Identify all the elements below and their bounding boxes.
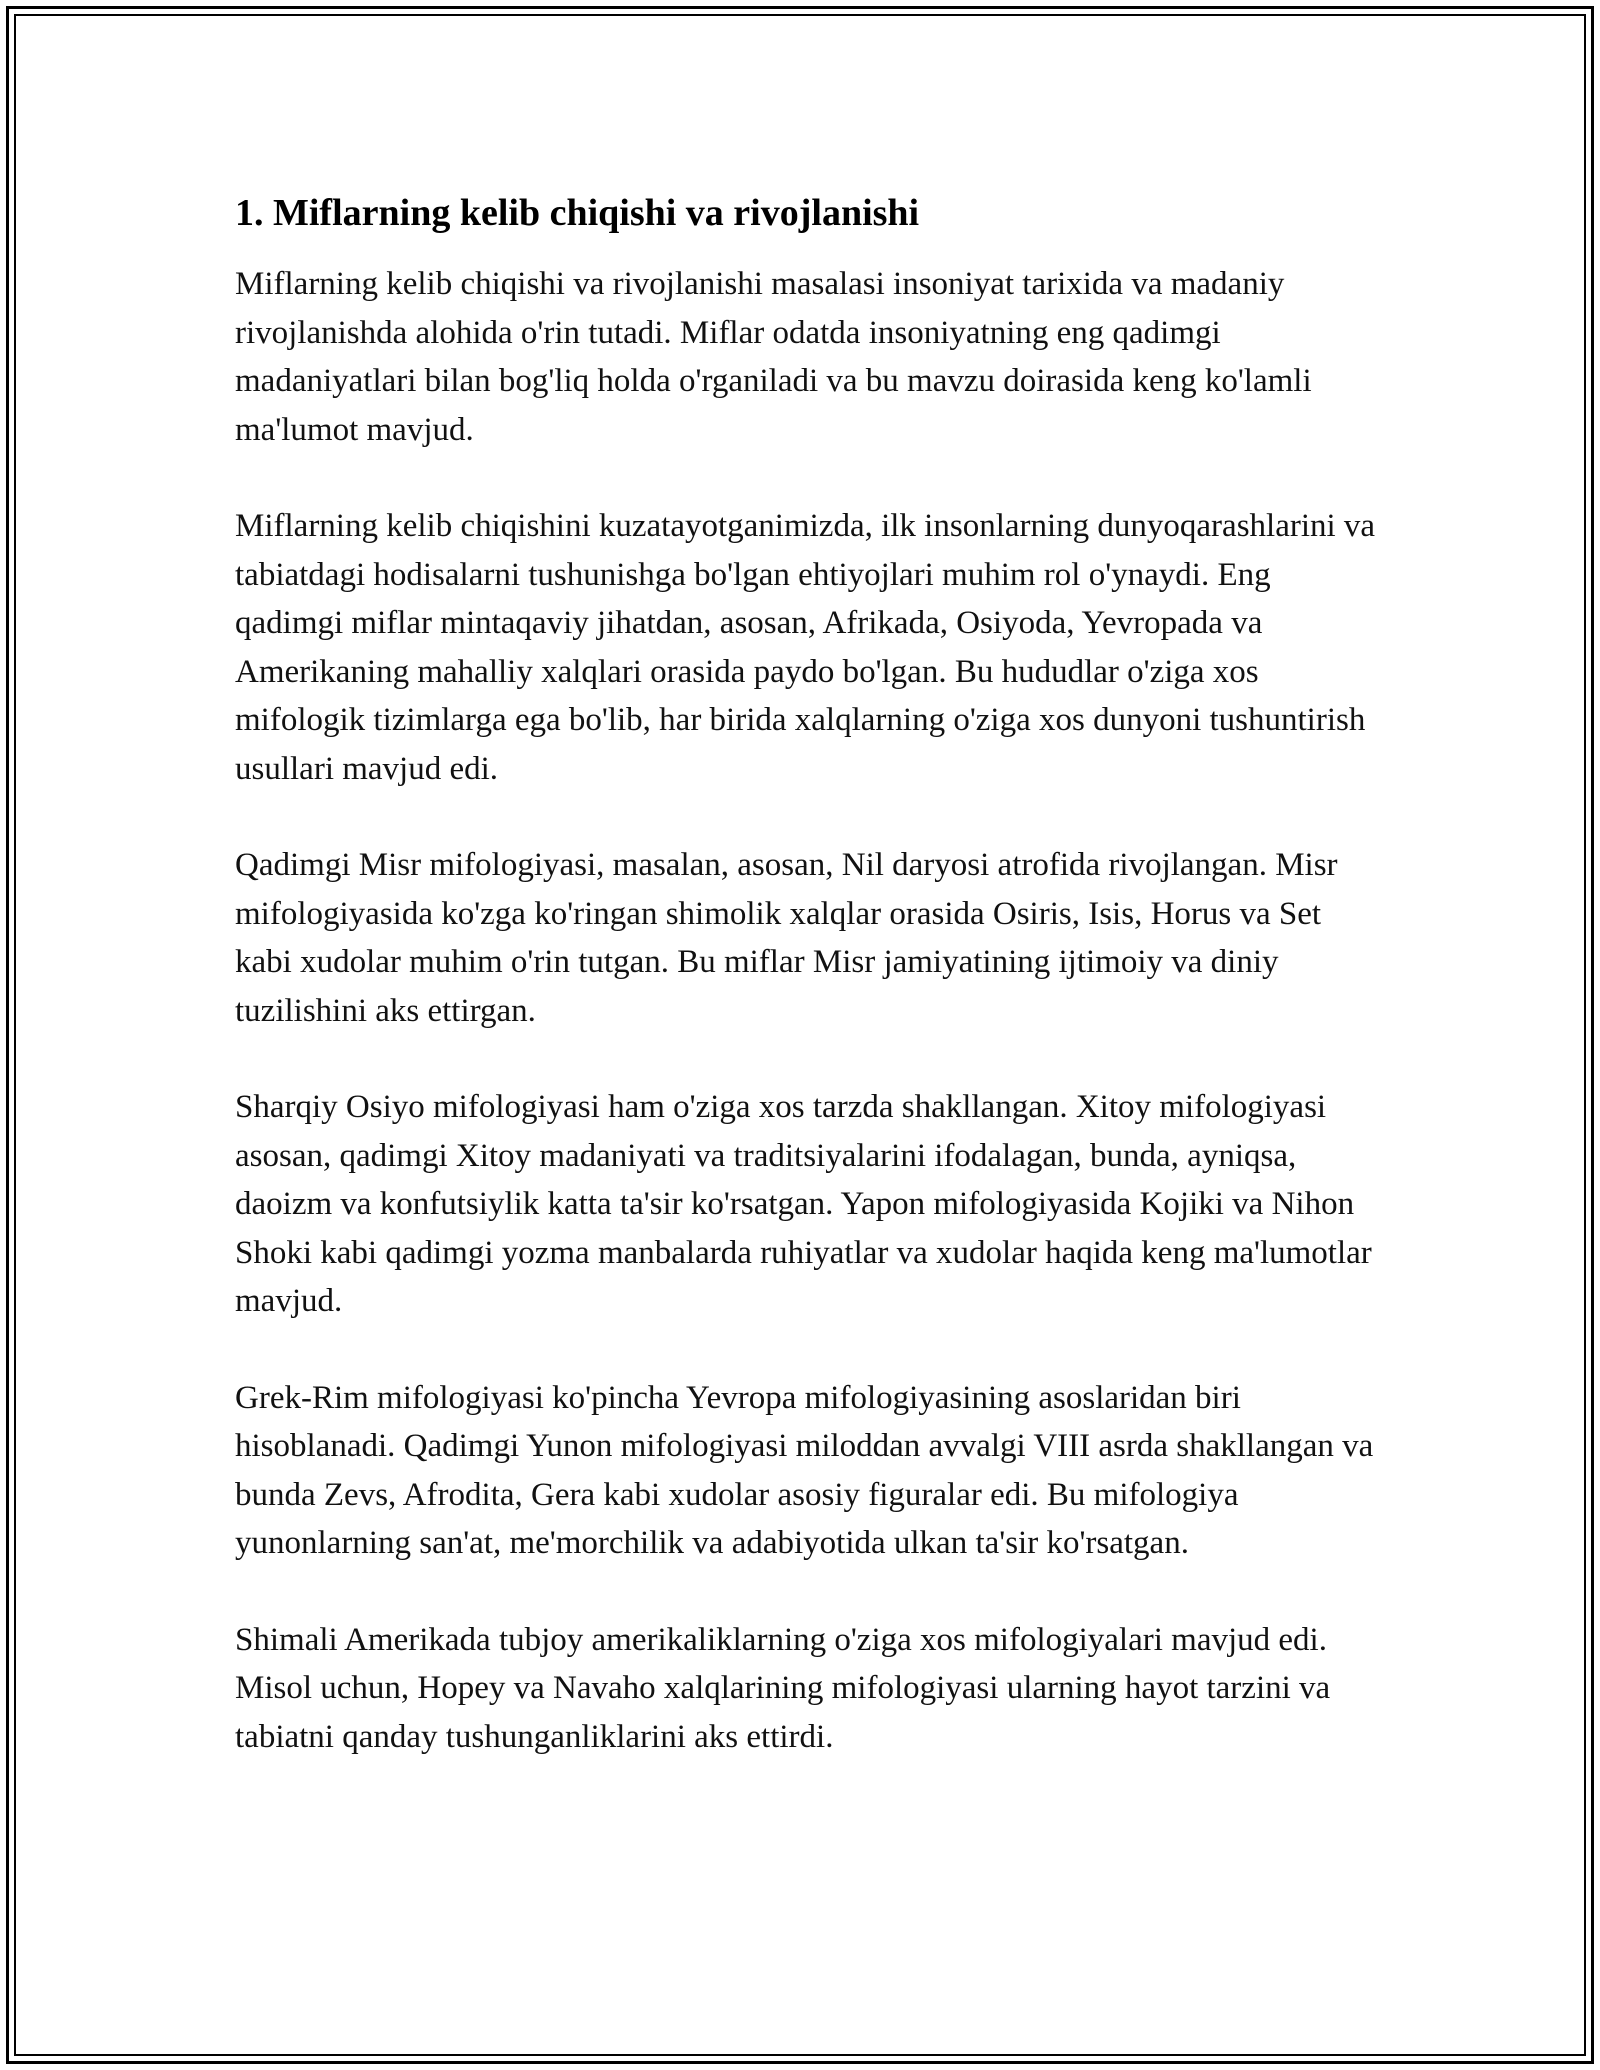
paragraph-east-asia: Sharqiy Osiyo mifologiyasi ham o'ziga xos tarzda shakllangan. Xitoy mifologiyasi asosan, qadimgi Xitoy madaniyati va traditsiyalarini ifodalagan, bunda, ayniqsa, daoizm va konfutsiylik katta ta'sir ko'rsatgan. Yapon mifologiyasida Kojiki va Nihon Shoki kabi qadimgi yozma manbalarda ruhiyatlar va xudolar haqida keng ma'lumotlar mavjud. [235,1089,1372,1319]
paragraph-origins: Miflarning kelib chiqishini kuzatayotganimizda, ilk insonlarning dunyoqarashlarini va tabiatdagi hodisalarni tushunishga bo'lgan ehtiyojlari muhim rol o'ynaydi. Eng qadimgi miflar mintaqaviy jihatdan, asosan, Afrikada, Osiyoda, Yevropada va Amerikaning mahalliy xalqlari orasida paydo bo'lgan. Bu hududlar o'ziga xos mifologik tizimlarga ega bo'lib, har birida xalqlarning o'ziga xos dunyoni tushuntirish usullari mavjud edi. [235,508,1376,787]
document-body [235,186,1385,1809]
paragraph-north-america: Shimali Amerikada tubjoy amerikaliklarning o'ziga xos mifologiyalari mavjud edi. Misol uchun, Hopey va Navaho xalqlarining mifologiyasi ularning hayot tarzini va tabiatni qanday tushunganliklarini aks ettirdi. [235,1621,1331,1755]
section-heading: 1. Miflarning kelib chiqishi va rivojlanishi [235,192,920,234]
paragraph-greco-roman: Grek-Rim mifologiyasi ko'pincha Yevropa mifologiyasining asoslaridan biri hisoblanadi. Qadimgi Yunon mifologiyasi miloddan avvalgi VIII asrda shakllangan va bunda Zevs, Afrodita, Gera kabi xudolar asosiy figuralar edi. Bu mifologiya yunonlarning san'at, me'morchilik va adabiyotida ulkan ta'sir ko'rsatgan. [235,1379,1374,1561]
paragraph-intro: Miflarning kelib chiqishi va rivojlanishi masalasi insoniyat tarixida va madaniy rivojlanishda alohida o'rin tutadi. Miflar odatda insoniyatning eng qadimgi madaniyatlari bilan bog'liq holda o'rganiladi va bu mavzu doirasida keng ko'lamli ma'lumot mavjud. [235,266,1312,448]
paragraph-egypt: Qadimgi Misr mifologiyasi, masalan, asosan, Nil daryosi atrofida rivojlangan. Misr mifologiyasida ko'zga ko'ringan shimolik xalqlar orasida Osiris, Isis, Horus va Set kabi xudolar muhim o'rin tutgan. Bu miflar Misr jamiyatining ijtimoiy va diniy tuzilishini aks ettirgan. [235,847,1338,1029]
